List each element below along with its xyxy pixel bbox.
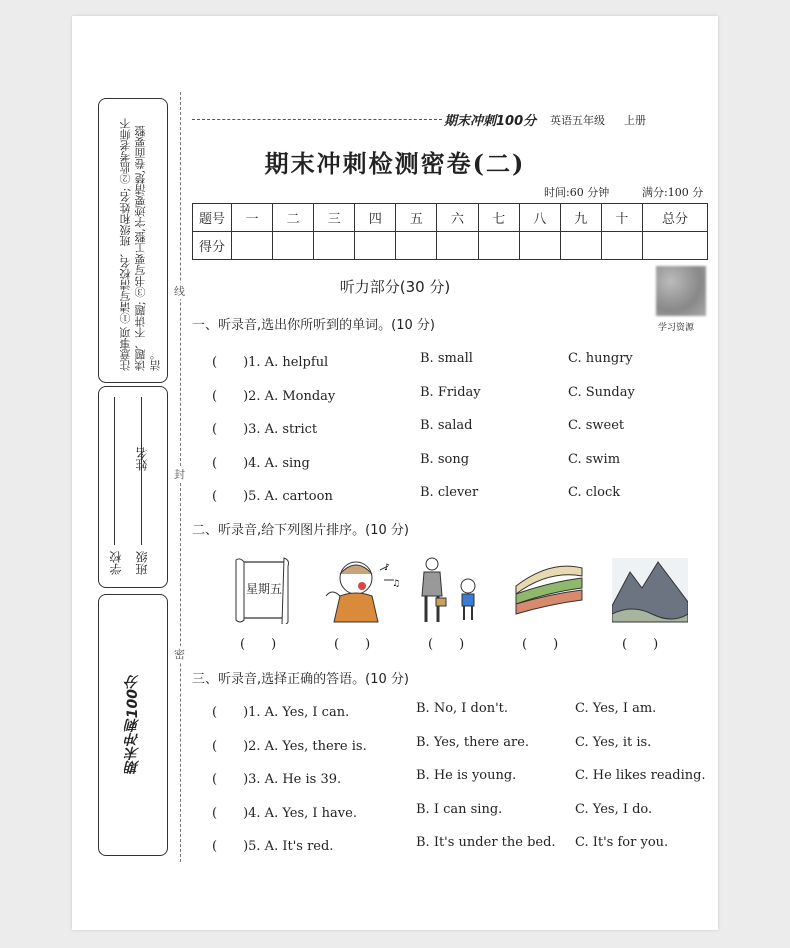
score-col: 三 <box>314 204 355 232</box>
score-col: 九 <box>560 204 601 232</box>
option-c-4: C. Yes, I do. <box>575 801 653 817</box>
question-3[interactable]: ( )3. A. He is 39. <box>212 772 342 787</box>
exam-paper <box>72 16 718 930</box>
score-table-header-row <box>193 204 708 232</box>
score-col: 四 <box>355 204 396 232</box>
score-cell[interactable] <box>601 232 642 260</box>
option-b-2: B. Yes, there are. <box>416 734 530 750</box>
score-col: 七 <box>478 204 519 232</box>
option-b-5: B. clever <box>420 485 479 500</box>
score-cell[interactable] <box>560 232 601 260</box>
question-5[interactable]: ( )5. A. cartoon <box>212 489 333 504</box>
section2-heading: 二、听录音,给下列图片排序。(10 分) <box>192 523 409 538</box>
score-cell[interactable] <box>232 232 273 260</box>
man-and-boy-picture <box>416 556 486 624</box>
class-label: 班级 <box>135 551 149 575</box>
score-col: 六 <box>437 204 478 232</box>
question-1[interactable]: ( )1. A. Yes, I can. <box>212 705 350 720</box>
option-c-3: C. He likes reading. <box>575 768 706 783</box>
picture-blank-1[interactable]: ( ) <box>240 637 277 652</box>
seal-char-2: 封 <box>174 468 185 481</box>
score-table <box>192 203 708 260</box>
question-1[interactable]: ( )1. A. helpful <box>212 355 329 370</box>
header-subject: 英语五年级 <box>550 114 605 127</box>
qr-code-icon[interactable] <box>656 266 706 316</box>
section1-heading: 一、听录音,选出你所听到的单词。(10 分) <box>192 318 435 333</box>
option-b-3: B. salad <box>420 418 473 433</box>
score-cell[interactable] <box>437 232 478 260</box>
score-table-score-row <box>193 232 708 260</box>
question-4[interactable]: ( )4. A. sing <box>212 455 310 471</box>
time-info: 时间:60 分钟 <box>544 186 610 199</box>
seal-char-1: 线 <box>174 285 185 298</box>
question-5[interactable]: ( )5. A. It's red. <box>212 839 334 854</box>
question-3[interactable]: ( )3. A. strict <box>212 422 318 437</box>
score-cell[interactable] <box>396 232 437 260</box>
score-cell[interactable] <box>519 232 560 260</box>
option-b-4: B. I can sing. <box>416 801 503 817</box>
picture-blank-2[interactable]: ( ) <box>334 637 371 652</box>
option-c-1: C. Yes, I am. <box>575 701 657 716</box>
score-cell[interactable] <box>314 232 355 260</box>
option-c-2: C. Yes, it is. <box>575 734 652 750</box>
option-c-2: C. Sunday <box>568 384 635 400</box>
picture-blank-4[interactable]: ( ) <box>522 637 559 652</box>
notes-box <box>98 98 168 383</box>
question-2[interactable]: ( )2. A. Yes, there is. <box>212 738 367 754</box>
sandwich-picture <box>512 556 588 624</box>
svg-text:♪: ♪ <box>384 563 390 573</box>
seal-char-3: 密 <box>174 648 185 661</box>
score-col-total: 总分 <box>643 204 708 232</box>
name-label: 姓名 <box>135 447 149 471</box>
option-c-5: C. clock <box>568 485 621 500</box>
option-b-3: B. He is young. <box>416 768 517 783</box>
header-volume: 上册 <box>624 114 646 127</box>
score-table-row1-label: 题号 <box>193 204 232 232</box>
option-b-4: B. song <box>420 451 470 467</box>
mountains-picture <box>612 556 688 624</box>
option-b-1: B. No, I don't. <box>416 701 509 716</box>
option-b-5: B. It's under the bed. <box>416 835 556 850</box>
notes-text: 注意事项 ①请写清校名、班级和姓名; ②监考老师不读题、不讲题; ③书写要工整,字迹要清楚,卷面要整洁。 <box>119 118 162 371</box>
score-cell[interactable] <box>355 232 396 260</box>
option-b-1: B. small <box>420 351 473 366</box>
picture-blank-3[interactable]: ( ) <box>428 637 465 652</box>
school-label: 学校 <box>109 551 123 575</box>
score-col: 五 <box>396 204 437 232</box>
option-b-2: B. Friday <box>420 384 481 400</box>
option-c-3: C. sweet <box>568 418 625 433</box>
score-cell[interactable] <box>478 232 519 260</box>
calendar-text: 星期五 <box>246 582 283 596</box>
question-2[interactable]: ( )2. A. Monday <box>212 388 336 404</box>
page-title: 期末冲刺检测密卷(二) <box>264 149 526 178</box>
score-col: 一 <box>232 204 273 232</box>
section3-heading: 三、听录音,选择正确的答语。(10 分) <box>192 672 409 687</box>
picture-blank-5[interactable]: ( ) <box>622 637 659 652</box>
score-table-row2-label: 得分 <box>193 232 232 260</box>
svg-text:♫: ♫ <box>392 579 401 589</box>
singing-boy-picture <box>318 556 404 624</box>
calendar-picture <box>232 556 298 624</box>
score-cell[interactable] <box>273 232 314 260</box>
score-info: 满分:100 分 <box>642 186 704 199</box>
score-cell[interactable] <box>643 232 708 260</box>
side-brand-box <box>98 594 168 856</box>
score-col: 十 <box>601 204 642 232</box>
header-brand: 期末冲刺100分 <box>444 114 537 129</box>
score-col: 八 <box>519 204 560 232</box>
score-col: 二 <box>273 204 314 232</box>
option-c-4: C. swim <box>568 451 621 467</box>
qr-label: 学习资源 <box>658 323 695 333</box>
listening-heading: 听力部分(30 分) <box>339 278 451 296</box>
side-brand: 期末冲刺100分 <box>125 675 141 775</box>
option-c-5: C. It's for you. <box>575 835 669 850</box>
question-4[interactable]: ( )4. A. Yes, I have. <box>212 805 357 821</box>
header-dashes <box>192 119 442 120</box>
option-c-1: C. hungry <box>568 351 633 366</box>
student-info-box <box>98 386 168 588</box>
